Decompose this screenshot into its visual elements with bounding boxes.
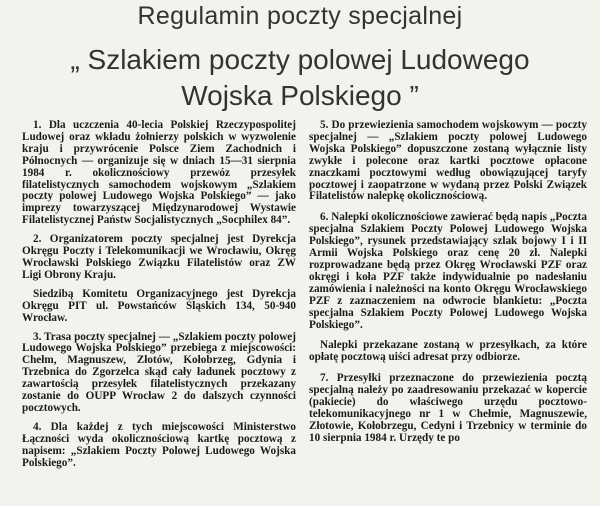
paragraph-6-note: Nalepki przekazane zostaną w przesyłkach, za które opłatę pocztową uiści adresat przy odbiorze. — [309, 339, 587, 364]
title-line-2: „ Szlakiem poczty polowej Ludowego — [70, 44, 530, 75]
paragraph-5: 5. Do przewiezienia samochodem wojskowym — poczty specjalnej — „Szlakiem poczty polowej Ludowego Wojska Polskiego” dopuszczone zostaną wyłącznie listy zwykłe i polecone oraz kartki pocztowe opłacone znaczkami pocztowymi według obowiązującej taryfy pocztowej i zaopatrzone w wydaną przez Polski Związek Filatelistów nalepkę okolicznościową. — [309, 119, 587, 203]
paragraph-7: 7. Przesyłki przeznaczone do przewiezienia pocztą specjalną należy po zaadresowaniu przekazać w kopercie (pakiecie) do właściwego urzędu pocztowo-telekomunikacyjnego nr 1 w Chełmie, Magnuszewie, Złotowie, Kołobrzegu, Cedyni i Trzebnicy w terminie do 10 sierpnia 1984 r. Urzędy te po — [309, 372, 587, 444]
paragraph-6: 6. Nalepki okolicznościowe zawierać będą napis „Poczta specjalna Szlakiem Poczty Polowej Ludowego Wojska Polskiego”, rysunek przedstawiający szlak bojowy I i II Armii Wojska Polskiego oraz cenę 20 zł. Nalepki rozprowadzane będą przez Okręg Wrocławski PZF oraz okręgi i koła PZF także indywidualnie po nadesłaniu zamówienia i należności na konto Okręgu Wrocławskiego PZF z zaznaczeniem na odwrocie blankietu: „Poczta specjalna Szlakiem Poczty Polowej Ludowego Wojska Polskiego”. — [309, 211, 587, 331]
paragraph-1: 1. Dla uczczenia 40-lecia Polskiej Rzeczypospolitej Ludowej oraz wkładu żołnierzy polskich w wyzwolenie kraju i przywrócenie Polsce Ziem Zachodnich i Północnych — organizuje się w dniach 15—31 sierpnia 1984 r. okolicznościowy przewóz przesyłek filatelistycznych samochodem wojskowym „Szlakiem poczty polowej Ludowego Wojska Polskiego” — jako imprezy towarzyszącej Międzynarodowej Wystawie Filatelistycznej Państw Socjalistycznych „Socphilex 84”. — [22, 119, 296, 227]
right-column — [309, 120, 587, 454]
title-line-3: Wojska Polskiego ” — [181, 80, 419, 111]
paragraph-2-seat: Siedzibą Komitetu Organizacyjnego jest Dyrekcja Okręgu PIT ul. Powstańców Śląskich 134, 50-940 Wrocław. — [22, 287, 296, 324]
paragraph-2: 2. Organizatorem poczty specjalnej jest Dyrekcja Okręgu Poczty i Telekomunikacji we Wrocławiu, Okręg Wrocławski Polskiego Związku Filatelistów oraz ZW Ligi Obrony Kraju. — [22, 233, 296, 281]
paragraph-3: 3. Trasa poczty specjalnej — „Szlakiem poczty polowej Ludowego Wojska Polskiego” przebiega z miejscowości: Chełm, Magnuszew, Złotów, Kołobrzeg, Gdynia i Trzebnica do Zgorzelca skąd cały ładunek pocztowy z zawartością przesyłek filatelistycznych przekazany zostanie do OUPP Wrocław 2 do dalszych czynności pocztowych. — [22, 330, 296, 414]
paragraph-4: 4. Dla każdej z tych miejscowości Ministerstwo Łączności wyda okolicznościową kartkę pocztową z napisem: „Szlakiem Poczty Polowej Ludowego Wojska Polskiego”. — [22, 420, 296, 469]
left-column — [22, 120, 296, 476]
title-line-1: Regulamin poczty specjalnej — [137, 2, 463, 30]
